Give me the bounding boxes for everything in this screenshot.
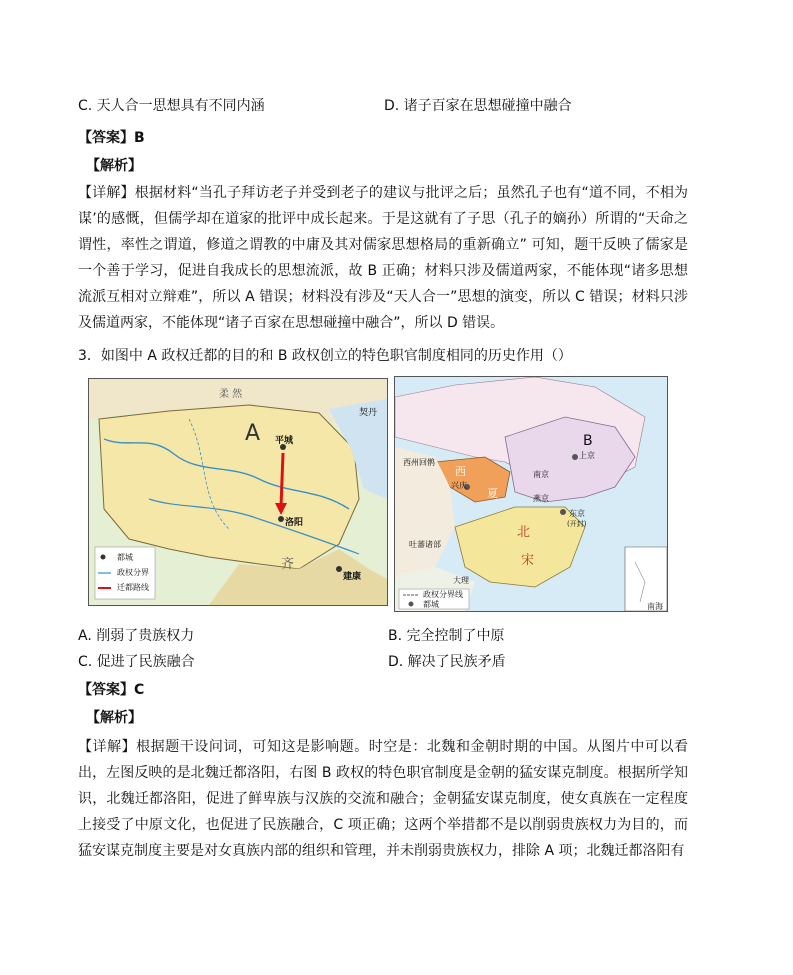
map-left-label-qidan: 契丹: [359, 408, 378, 418]
map-right-label-bei: 北: [517, 525, 531, 540]
q2-answer: 【答案】B: [78, 130, 145, 146]
map-right-label-shangjing: 上京: [579, 451, 595, 460]
q2-option-c: C. 天人合一思想具有不同内涵: [78, 98, 265, 114]
q3-option-d: D. 解决了民族矛盾: [388, 654, 506, 670]
map-left-label-qi: 齐: [281, 557, 295, 572]
map-right-label-song: 宋: [521, 553, 535, 568]
map-left-label-a: A: [245, 421, 261, 446]
q3-option-b: B. 完全控制了中原: [388, 628, 505, 644]
map-right-label-xi: 西: [455, 465, 466, 478]
map-right-label-tubo: 吐蕃诸部: [409, 540, 441, 549]
map-left-legend-capital: 都城: [117, 553, 133, 562]
map-right-label-kaifeng: (开封): [567, 520, 587, 528]
map-right-label-dali: 大理: [453, 576, 469, 585]
map-left-legend-route: 迁都路线: [117, 583, 149, 592]
map-right-label-xingqing: 兴庆: [451, 481, 467, 490]
map-right-label-zhongdu: 燕京: [533, 494, 549, 503]
q2-detail: 【详解】根据材料“当孔子拜访老子并受到老子的建议与批评之后；虽然孔子也有“道不同，不相为谋’的感慨，但儒学却在道家的批评中成长起来。于是这就有了子思（孔子的嫡孙）所谓的“天命之谓性，率性之谓道，修道之谓教的中庸及其对儒家思想格局的重新确立” 可知，题干反映了儒家是一个善于学习，促进自我成长的思想流派，故 B 正确；材料只涉及儒道两家，不能体现“诸多思想流派互相对立辩难”，所以 A 错误；材料没有涉及“天人合一”思想的演变，所以 C 错误；材料只涉及儒道两家，不能体现“诸子百家在思想碰撞中融合”，所以 D 错误。: [78, 185, 688, 331]
map-right-label-xizhou: 西州回鹘: [403, 458, 435, 467]
q2-analysis: 【解析】: [86, 158, 142, 174]
map-left-label-luoyang: 洛阳: [285, 518, 304, 528]
map-right-label-nanhai: 南海: [647, 602, 663, 611]
q3-answer: 【答案】C: [78, 682, 145, 698]
map-jin-song: [394, 376, 668, 612]
q3-option-a: A. 削弱了贵族权力: [78, 628, 195, 644]
q3-detail: 【详解】根据题干设问词，可知这是影响题。时空是：北魏和金朝时期的中国。从图片中可以看出，左图反映的是北魏迁都洛阳，右图 B 政权的特色职官制度是金朝的猛安谋克制度。根据所学知识，北魏迁都洛阳，促进了鲜卑族与汉族的交流和融合；金朝猛安谋克制度，使女真族在一定程度上接受了中原文化，也促进了民族融合，C 项正确；这两个举措都不是以削弱贵族权力为目的，而猛安谋克制度主要是对女真族内部的组织和管理，并未削弱贵族权力，排除 A 项；北魏迁都洛阳有: [78, 739, 688, 859]
map-right-legend-border: 政权分界线: [423, 590, 463, 599]
map-left-label-rouran: 柔 然: [219, 389, 243, 400]
q3-option-c: C. 促进了民族融合: [78, 654, 195, 670]
map-left-label-pingcheng: 平城: [275, 436, 294, 446]
map-jin-song-svg: [395, 377, 667, 611]
map-left-legend-border: 政权分界: [117, 568, 149, 577]
q2-option-d: D. 诸子百家在思想碰撞中融合: [384, 98, 572, 114]
q3-stem: 3．如图中 A 政权迁都的目的和 B 政权创立的特色职官制度相同的历史作用（）: [78, 348, 572, 364]
map-northern-wei: [88, 378, 388, 606]
map-right-label-b: B: [583, 433, 593, 449]
map-right-label-nanjing: 南京: [533, 470, 549, 479]
map-right-label-xia: 夏: [487, 487, 498, 500]
q3-analysis: 【解析】: [86, 710, 142, 726]
map-right-label-dongjing: 东京: [569, 509, 585, 518]
map-left-label-jiankang: 建康: [343, 572, 362, 582]
map-right-legend-capital: 都城: [423, 600, 439, 609]
